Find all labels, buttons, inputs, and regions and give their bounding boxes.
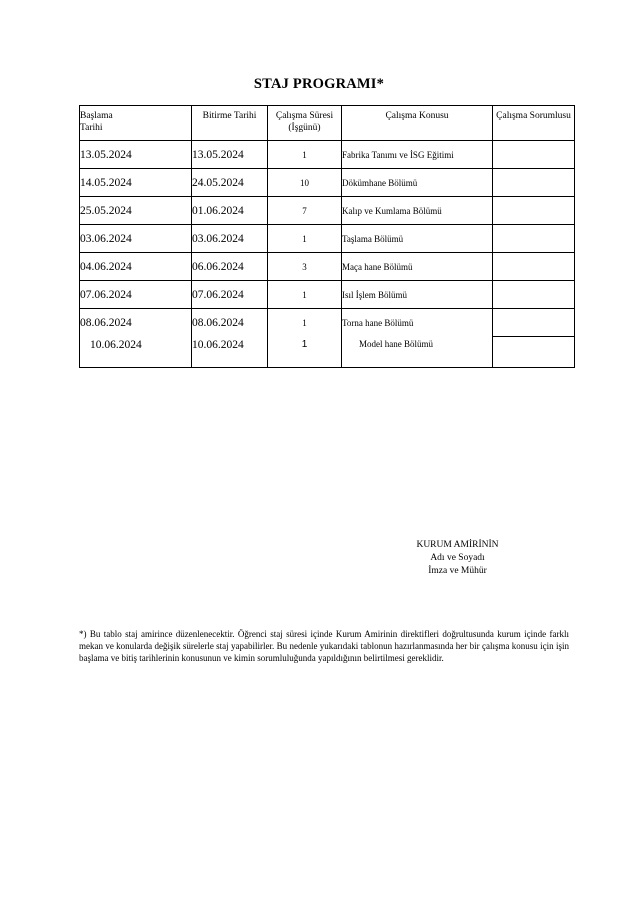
- responsible-cell: [493, 197, 575, 225]
- footnote: *) Bu tablo staj amirince düzenlenecektir. Öğrenci staj süresi içinde Kurum Amirinin direktifleri doğrultusunda kurum içinde farklı mekan ve konularda değişik sürelerle staj yapabilirler. Bu nedenle yukarıdaki tablonun hazırlanmasında her bir çalışma konusu için işin başlama ve bitiş tarihlerinin konusunun ve kimin sorumluluğunda yapıldığının belirtilmesi gereklidir.: [79, 629, 569, 663]
- responsible-cell: [493, 141, 575, 169]
- header-duration: [268, 106, 342, 141]
- signature-name-label: Adı ve Soyadı: [430, 553, 485, 563]
- start-date-cell: 03.06.2024: [80, 225, 192, 253]
- internship-program-table: [79, 105, 575, 368]
- duration-cell: 1: [268, 309, 342, 337]
- topic-cell: Model hane Bölümü: [342, 337, 493, 368]
- responsible-cell: [493, 281, 575, 309]
- header-end-date: Bitirme Tarihi: [192, 106, 268, 141]
- header-start-date: [80, 106, 192, 141]
- end-date-cell: 08.06.2024: [192, 309, 268, 337]
- start-date-cell: 04.06.2024: [80, 253, 192, 281]
- responsible-cell: [493, 253, 575, 281]
- table-header-row: [80, 106, 575, 141]
- responsible-cell: [493, 169, 575, 197]
- end-date-cell: 01.06.2024: [192, 197, 268, 225]
- start-date-cell: 14.05.2024: [80, 169, 192, 197]
- duration-cell: 3: [268, 253, 342, 281]
- end-date-cell: 07.06.2024: [192, 281, 268, 309]
- table-row: [80, 169, 575, 197]
- duration-cell: 10: [268, 169, 342, 197]
- header-responsible: Çalışma Sorumlusu: [493, 106, 575, 141]
- table-row: [80, 141, 575, 169]
- responsible-cell: [493, 225, 575, 253]
- table-row: [80, 197, 575, 225]
- table-row: [80, 253, 575, 281]
- header-start-line1: Başlama: [80, 111, 113, 121]
- start-date-cell: 07.06.2024: [80, 281, 192, 309]
- topic-cell: Kalıp ve Kumlama Bölümü: [342, 197, 493, 225]
- end-date-cell: 06.06.2024: [192, 253, 268, 281]
- duration-cell: 7: [268, 197, 342, 225]
- topic-cell: Fabrika Tanımı ve İSG Eğitimi: [342, 141, 493, 169]
- duration-cell: 1: [268, 281, 342, 309]
- duration-cell: 1: [268, 337, 342, 368]
- duration-cell: 1: [268, 225, 342, 253]
- topic-cell: Torna hane Bölümü: [342, 309, 493, 337]
- signature-seal-label: İmza ve Mühür: [428, 566, 487, 576]
- topic-cell: Maça hane Bölümü: [342, 253, 493, 281]
- duration-cell: 1: [268, 141, 342, 169]
- table-row: [80, 225, 575, 253]
- topic-cell: Taşlama Bölümü: [342, 225, 493, 253]
- signature-title: KURUM AMİRİNİN: [416, 540, 499, 550]
- responsible-cell: [493, 309, 575, 337]
- start-date-cell: 10.06.2024: [80, 337, 192, 368]
- document-title: STAJ PROGRAMI*: [253, 76, 385, 92]
- header-start-line2: Tarihi: [80, 123, 103, 133]
- header-duration-line1: Çalışma Süresi: [275, 111, 334, 121]
- start-date-cell: 25.05.2024: [80, 197, 192, 225]
- table-row: [80, 309, 575, 337]
- table-row: [80, 281, 575, 309]
- end-date-cell: 24.05.2024: [192, 169, 268, 197]
- topic-cell: Dökümhane Bölümü: [342, 169, 493, 197]
- end-date-cell: 13.05.2024: [192, 141, 268, 169]
- end-date-cell: 10.06.2024: [192, 337, 268, 368]
- start-date-cell: 13.05.2024: [80, 141, 192, 169]
- topic-cell: Isıl İşlem Bölümü: [342, 281, 493, 309]
- table-row: [80, 337, 575, 368]
- header-duration-line2: (İşgünü): [288, 123, 321, 133]
- signature-block: [395, 539, 520, 578]
- start-date-cell: 08.06.2024: [80, 309, 192, 337]
- end-date-cell: 03.06.2024: [192, 225, 268, 253]
- header-topic: Çalışma Konusu: [342, 106, 493, 141]
- responsible-cell: [493, 337, 575, 368]
